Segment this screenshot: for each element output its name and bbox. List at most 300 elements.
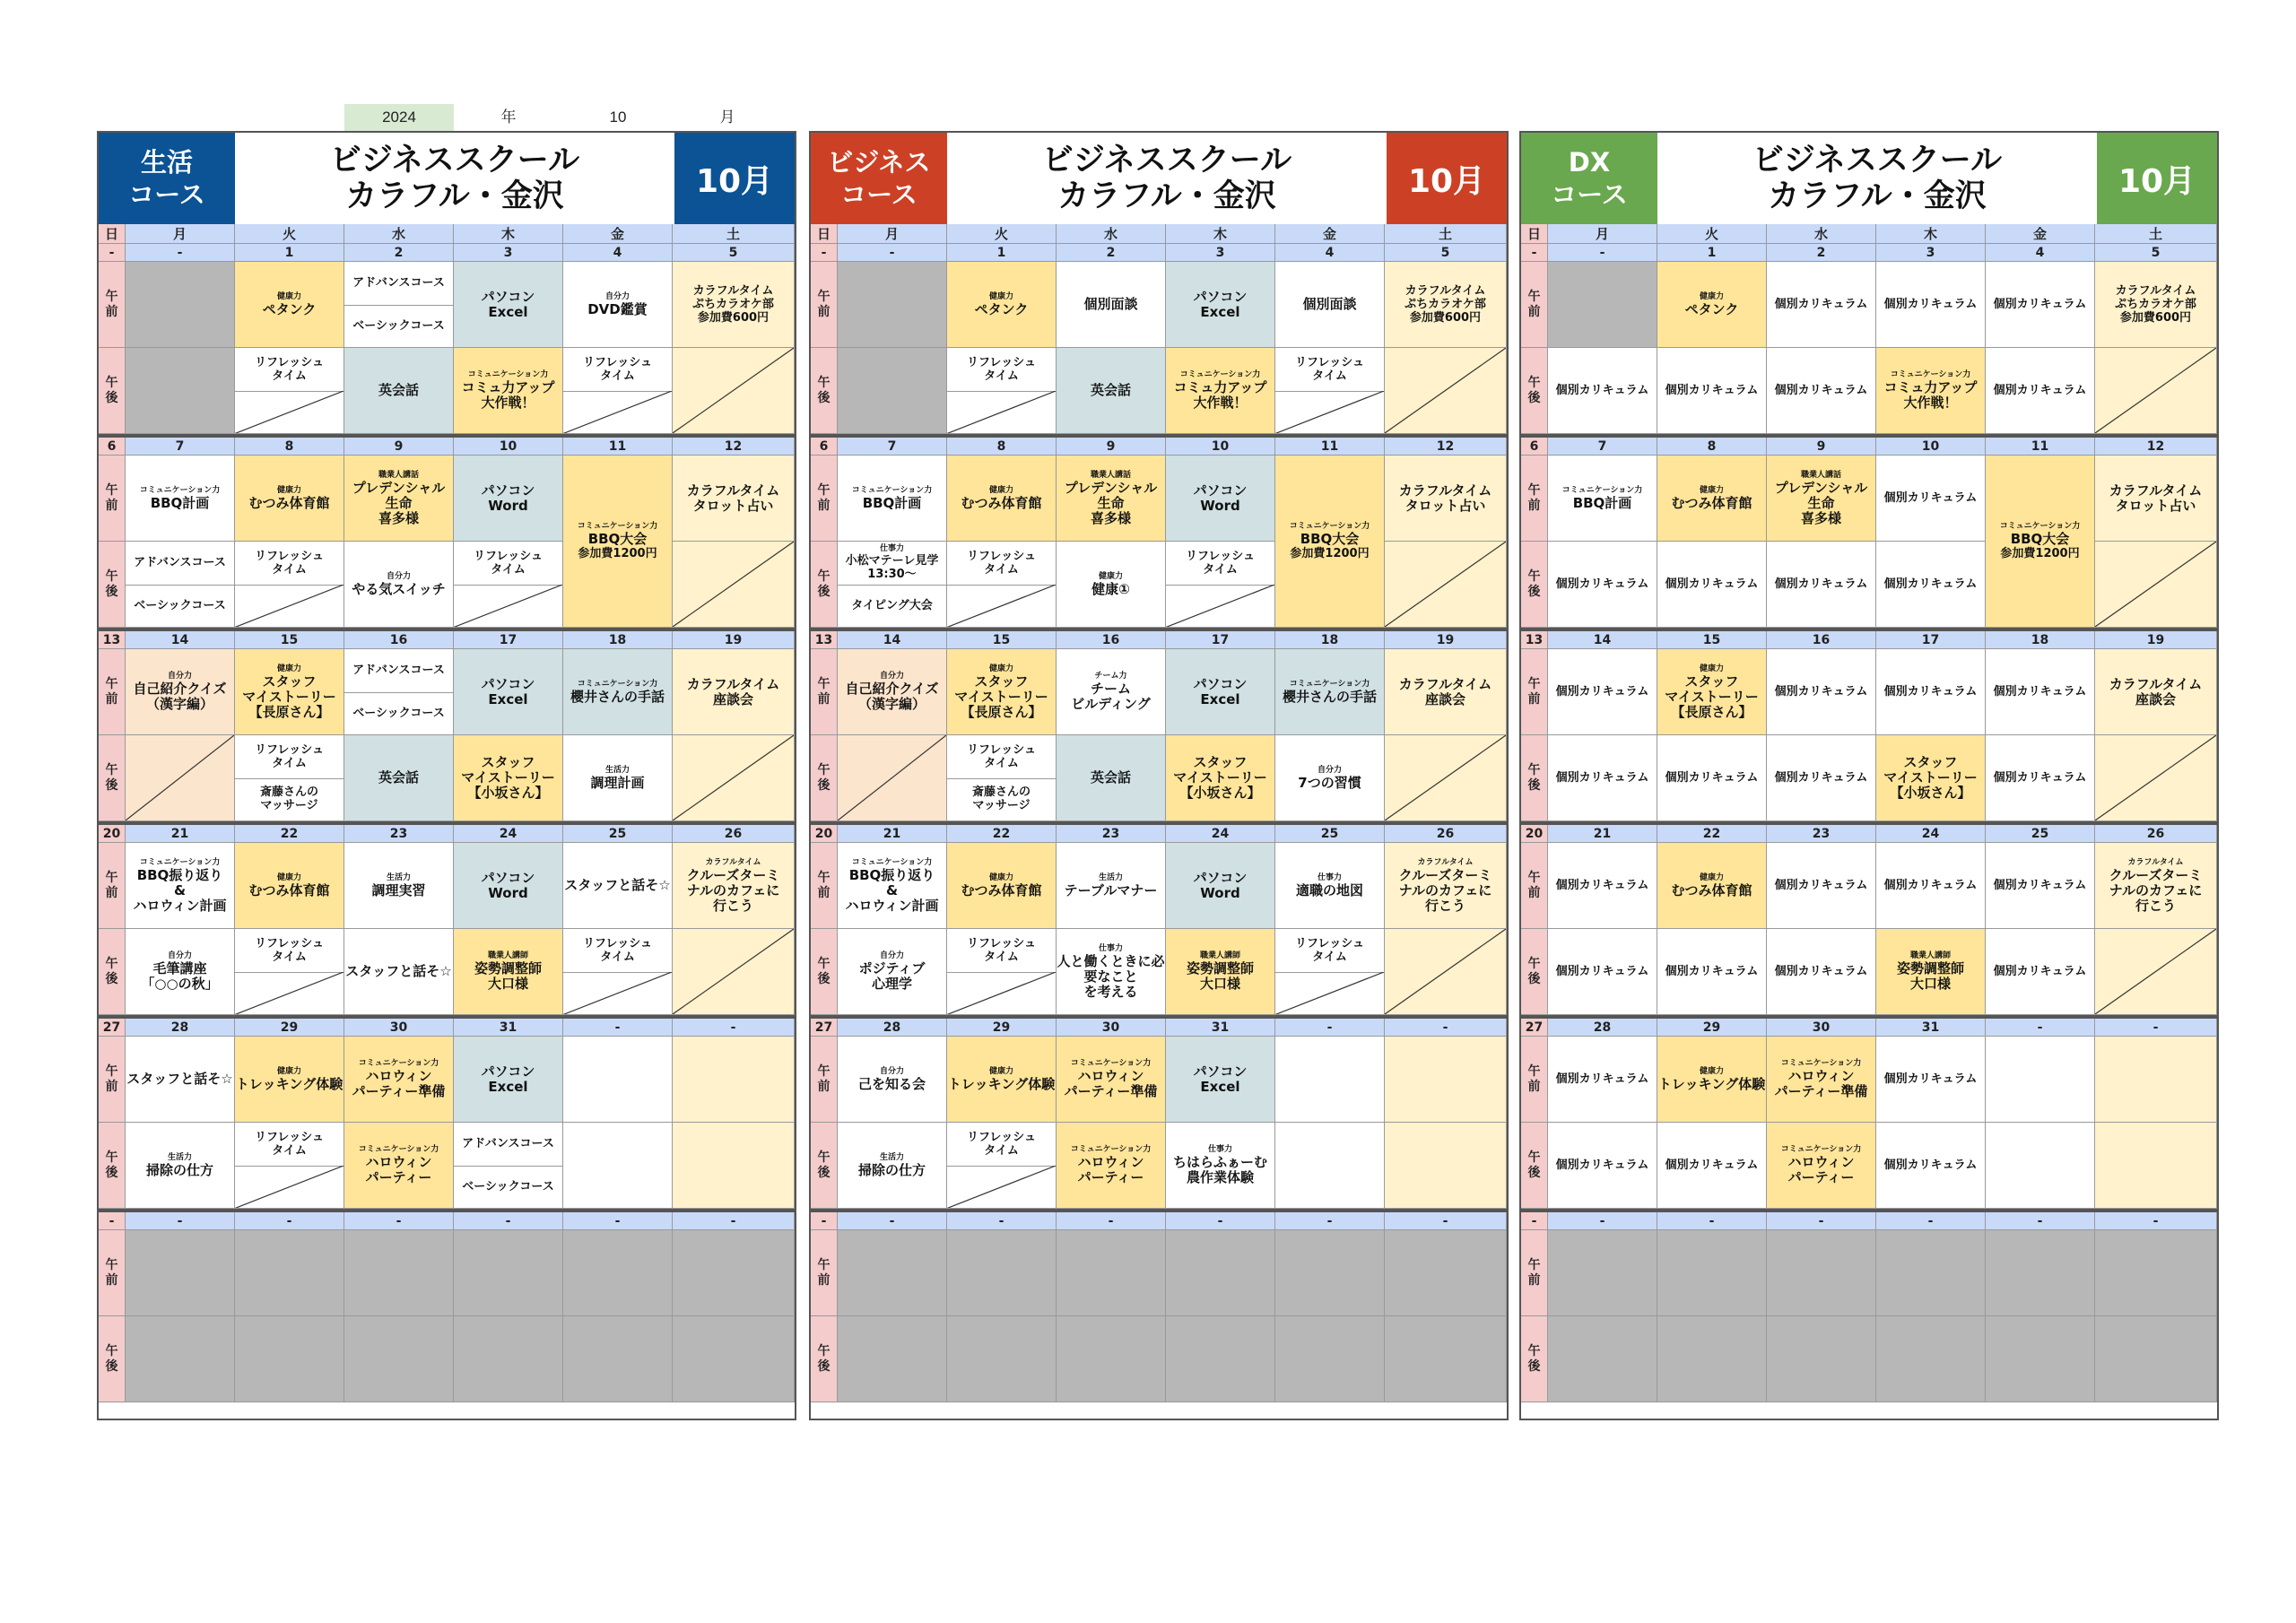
event-title: パソコン (481, 1063, 535, 1080)
event-title: パソコン (1193, 288, 1248, 305)
event-note: 参加費1200円 (578, 547, 657, 560)
date-row (811, 825, 1507, 843)
event-cell (344, 348, 454, 434)
event-title: 個別面談 (1083, 296, 1138, 312)
event-subcell (1275, 929, 1384, 973)
event-title: BBQ大会 (2010, 531, 2070, 547)
schedule-panel-business (809, 131, 1509, 1420)
event-title: Word (1200, 884, 1240, 901)
event-cell (454, 843, 563, 929)
event-cell (2095, 929, 2217, 1015)
event-category: コミュニケーション力 (139, 857, 221, 867)
date-cell: 6 (811, 438, 838, 456)
event-text: タイム (984, 562, 1019, 577)
event-cell (454, 262, 563, 348)
event-note: カラフルタイム (692, 284, 774, 298)
event-cell (1275, 929, 1385, 1015)
date-cell: - (235, 1212, 344, 1230)
date-cell: 15 (947, 631, 1057, 649)
event-subcell (947, 929, 1056, 973)
period-label-char: 前 (817, 1079, 831, 1094)
event-title: （漢字編） (857, 696, 926, 712)
weekday-header-row (811, 224, 1507, 244)
event-subcell (344, 692, 453, 735)
period-label-char: 午 (105, 956, 118, 971)
date-cell: 12 (673, 438, 795, 456)
event-title: ちはらふぁーむ (1172, 1154, 1267, 1170)
period-label-char: 前 (105, 1272, 118, 1288)
event-title: BBQ振り返り (848, 866, 935, 883)
date-cell: 2 (1767, 244, 1876, 262)
event-title: Excel (1200, 690, 1240, 707)
event-note: 個別カリキュラム (1993, 879, 2087, 892)
date-cell: - (1385, 1019, 1507, 1037)
event-text: タイム (272, 950, 307, 964)
event-note: 参加費1200円 (2000, 547, 2080, 560)
period-row-pm (99, 1123, 795, 1209)
event-cell (2095, 843, 2217, 929)
event-cell (1767, 456, 1876, 542)
event-cell (563, 456, 673, 628)
event-cell (235, 1230, 344, 1316)
period-label-char: 前 (105, 498, 118, 513)
date-cell: - (126, 244, 235, 262)
period-row-pm (811, 542, 1507, 628)
date-cell: 23 (1767, 825, 1876, 843)
schedule-panel-life (97, 131, 796, 1420)
event-category: コミュニケーション力 (139, 485, 221, 495)
event-category: コミュニケーション力 (1890, 370, 1971, 379)
date-cell: 5 (2095, 244, 2217, 262)
diagonal-slash (2095, 348, 2216, 433)
event-subcell (563, 391, 672, 434)
event-category: 自分力 (879, 672, 904, 681)
weekday-header-row (1521, 224, 2217, 244)
weekday-cell: 土 (2095, 224, 2217, 244)
period-label-char: 前 (817, 885, 831, 900)
weekday-cell: 金 (563, 224, 673, 244)
event-title: マイストーリー (461, 769, 555, 785)
date-cell: 14 (126, 631, 235, 649)
period-label-char: 午 (1527, 870, 1541, 885)
event-title: BBQ計画 (1572, 494, 1632, 511)
date-cell: - (344, 1212, 454, 1230)
period-label-char: 午 (817, 375, 831, 390)
date-row (99, 244, 795, 262)
date-cell: 26 (2095, 825, 2217, 843)
event-category: コミュニケーション力 (467, 370, 549, 379)
period-row-pm (811, 1123, 1507, 1209)
period-row-pm (99, 1316, 795, 1402)
period-label-char: 後 (1527, 1165, 1541, 1180)
event-text: ベーシックコース (462, 1179, 554, 1193)
diagonal-slash (673, 542, 794, 627)
event-text: 小松マテーレ見学 (845, 554, 939, 568)
event-text: タイピング大会 (851, 598, 933, 612)
event-cell (838, 735, 947, 821)
event-title: Excel (1200, 1078, 1240, 1095)
date-cell: 7 (1548, 438, 1657, 456)
event-title: 7つの習慣 (1298, 774, 1361, 791)
event-title: パーティー準備 (1064, 1083, 1158, 1099)
event-text: リフレッシュ (254, 742, 325, 757)
period-label-char: 前 (1527, 1272, 1541, 1288)
event-category: 健康力 (276, 1066, 301, 1076)
diagonal-slash (1275, 391, 1384, 434)
period-label (1521, 348, 1548, 434)
event-cell (1166, 929, 1275, 1015)
weekday-cell: 金 (1275, 224, 1385, 244)
event-cell (1986, 456, 2095, 628)
event-title: 掃除の仕方 (857, 1161, 926, 1178)
period-label-char: 午 (817, 762, 831, 777)
period-label (1521, 1123, 1548, 1209)
event-title: トレッキング体験 (1657, 1075, 1766, 1092)
diagonal-slash (947, 972, 1056, 1015)
date-cell: 27 (811, 1019, 838, 1037)
event-cell (1057, 735, 1166, 821)
event-cell (1767, 1123, 1876, 1209)
event-title: テーブルマナー (1064, 881, 1158, 898)
event-category: 健康力 (1699, 664, 1724, 673)
course-name-line1: 生活 (140, 147, 193, 178)
event-cell (454, 542, 563, 628)
event-text: タイム (272, 756, 307, 770)
course-name-line1: DX (1568, 147, 1611, 178)
event-title: 英会話 (378, 382, 419, 398)
event-title: 【小坂さん】 (1179, 785, 1261, 801)
event-note: 個別カリキュラム (1993, 685, 2087, 699)
date-cell: 21 (838, 825, 947, 843)
event-title: スタッフと話そ☆ (126, 1071, 233, 1087)
event-cell (838, 1316, 947, 1402)
event-title: 毛筆講座 (152, 960, 207, 976)
period-label-char: 前 (817, 498, 831, 513)
period-label-char: 後 (817, 390, 831, 405)
event-cell (235, 456, 344, 542)
event-cell (1057, 262, 1166, 348)
event-cell (1548, 929, 1657, 1015)
event-cell (1275, 649, 1385, 735)
event-title: 櫻井さんの手話 (570, 688, 665, 705)
period-row-pm (811, 929, 1507, 1015)
event-text: リフレッシュ (966, 355, 1037, 369)
panel-header (99, 133, 795, 224)
event-category: コミュニケーション力 (358, 1145, 439, 1154)
event-cell (2095, 1123, 2217, 1209)
event-cell (673, 735, 795, 821)
period-label-char: 後 (817, 777, 831, 793)
event-cell (1876, 735, 1986, 821)
period-label-char: 前 (1527, 1079, 1541, 1094)
event-cell (1385, 1316, 1507, 1402)
event-text: リフレッシュ (473, 549, 544, 563)
event-subcell (235, 972, 344, 1015)
weekday-cell: 月 (126, 224, 235, 244)
event-subcell (235, 585, 344, 628)
period-label-char: 午 (817, 1257, 831, 1272)
event-cell (947, 542, 1057, 628)
date-cell: 22 (947, 825, 1057, 843)
date-cell: 20 (811, 825, 838, 843)
event-title: むつみ体育館 (248, 494, 330, 511)
event-cell (1657, 735, 1767, 821)
date-cell: - (673, 1212, 795, 1230)
event-cell (1876, 1316, 1986, 1402)
event-subcell (454, 1123, 562, 1167)
event-title: 【長原さん】 (1671, 703, 1752, 720)
diagonal-slash (947, 391, 1056, 434)
period-label (1521, 929, 1548, 1015)
event-cell (1876, 542, 1986, 628)
event-title: 行こう (2135, 897, 2176, 914)
event-title: コミュ力アップ (461, 379, 555, 395)
event-text: タイム (272, 369, 307, 383)
event-cell (1986, 1037, 2095, 1123)
date-cell: 13 (811, 631, 838, 649)
period-label-char: 前 (817, 691, 831, 707)
date-cell: 30 (1057, 1019, 1166, 1037)
period-label-char: 午 (1527, 568, 1541, 584)
event-title: プレデンシャル (1774, 479, 1868, 496)
event-cell (1767, 929, 1876, 1015)
period-label-char: 午 (817, 870, 831, 885)
event-subcell (235, 348, 344, 392)
school-title-line2: カラフル・金沢 (345, 178, 564, 214)
diagonal-slash (126, 735, 234, 820)
event-subcell (947, 1123, 1056, 1167)
event-title: 生命 (385, 494, 413, 511)
event-text: アドバンスコース (352, 664, 445, 678)
event-text: リフレッシュ (966, 549, 1037, 563)
period-label-char: 午 (1527, 1257, 1541, 1272)
event-cell (126, 649, 235, 735)
date-cell: 3 (454, 244, 563, 262)
period-row-pm (1521, 1123, 2217, 1209)
event-title: 掃除の仕方 (145, 1161, 213, 1178)
event-cell (563, 1123, 673, 1209)
event-title: Excel (488, 303, 528, 320)
period-label (1521, 456, 1548, 542)
event-title: ペタンク (262, 300, 317, 317)
event-title: パーティー準備 (1774, 1083, 1868, 1099)
period-label (1521, 542, 1548, 628)
period-label-char: 午 (1527, 375, 1541, 390)
event-title: & (173, 881, 187, 898)
diagonal-slash (2095, 929, 2216, 1014)
date-cell: 15 (1657, 631, 1767, 649)
event-title: クルーズターミ (1398, 866, 1492, 883)
period-label-char: 午 (817, 676, 831, 691)
date-row (1521, 1019, 2217, 1037)
event-category: 職業人講師 (1909, 951, 1951, 960)
period-row-pm (99, 542, 795, 628)
event-title: むつみ体育館 (248, 881, 330, 898)
event-cell (1057, 1123, 1166, 1209)
event-cell (673, 1230, 795, 1316)
event-text: アドバンスコース (134, 556, 226, 570)
date-cell: 2 (344, 244, 454, 262)
event-category: 健康力 (1098, 571, 1123, 581)
course-label (99, 133, 235, 224)
event-cell (1657, 542, 1767, 628)
date-cell: - (1385, 1212, 1507, 1230)
event-note: 個別カリキュラム (1774, 577, 1868, 591)
event-title: スタッフ (262, 673, 317, 690)
period-label (811, 1230, 838, 1316)
period-label (811, 1123, 838, 1209)
event-text: タイム (984, 950, 1019, 964)
period-row-am (811, 843, 1507, 929)
event-category: コミュニケーション力 (1289, 522, 1370, 531)
period-label (811, 1037, 838, 1123)
event-title: スタッフ (481, 754, 535, 770)
event-subcell (126, 585, 234, 628)
date-cell: - (947, 1212, 1057, 1230)
weekday-cell: 土 (673, 224, 795, 244)
event-subcell (1275, 391, 1384, 434)
event-title: 英会話 (378, 769, 419, 785)
event-cell (563, 1037, 673, 1123)
diagonal-slash (1166, 585, 1274, 628)
event-cell (1876, 1037, 1986, 1123)
period-label (811, 649, 838, 735)
period-label-char: 後 (105, 1358, 118, 1374)
period-label-char: 午 (1527, 1063, 1541, 1079)
course-name-line2: コース (128, 179, 205, 210)
school-title (1657, 133, 2097, 224)
event-title: マイストーリー (1665, 688, 1759, 705)
event-note: 参加費1200円 (1290, 547, 1370, 560)
event-note: 参加費600円 (1409, 311, 1482, 325)
period-label-char: 午 (1527, 1150, 1541, 1165)
event-title: を考える (1083, 983, 1138, 1000)
event-cell (1057, 1037, 1166, 1123)
date-cell: 6 (1521, 438, 1548, 456)
event-category: 職業人講師 (1199, 951, 1240, 960)
period-row-am (1521, 262, 2217, 348)
event-cell (235, 649, 344, 735)
event-title: コミュ力アップ (1883, 379, 1978, 395)
school-title-line1: ビジネススクール (1041, 143, 1292, 178)
date-cell: 12 (2095, 438, 2217, 456)
date-cell: 4 (1986, 244, 2095, 262)
event-title: & (885, 881, 899, 898)
event-note: 個別カリキュラム (1555, 879, 1649, 892)
event-category: 健康力 (988, 291, 1013, 301)
event-category: コミュニケーション力 (1999, 522, 2081, 531)
event-note: 個別カリキュラム (1774, 298, 1868, 311)
date-cell: 22 (1657, 825, 1767, 843)
event-note: 個別カリキュラム (1774, 771, 1868, 785)
event-text: リフレッシュ (582, 355, 653, 369)
event-note: 個別カリキュラム (1555, 1072, 1649, 1086)
event-cell (1057, 348, 1166, 434)
school-title (235, 133, 674, 224)
date-cell: 30 (1767, 1019, 1876, 1037)
event-cell (1166, 1123, 1275, 1209)
event-title: 心理学 (871, 976, 912, 992)
diagonal-slash (838, 735, 946, 820)
event-text: 斎藤さんの (971, 785, 1031, 800)
period-label-char: 後 (1527, 584, 1541, 599)
period-label (99, 1123, 126, 1209)
period-label (1521, 649, 1548, 735)
event-cell (1548, 262, 1657, 348)
event-title: 【長原さん】 (248, 703, 330, 720)
event-category: 健康力 (276, 485, 301, 495)
date-cell: 13 (1521, 631, 1548, 649)
period-label-char: 午 (817, 289, 831, 304)
diagonal-slash (1385, 929, 1506, 1014)
event-cell (1657, 348, 1767, 434)
event-title: ハロウィン (1787, 1068, 1855, 1084)
date-cell: 29 (1657, 1019, 1767, 1037)
event-cell (344, 735, 454, 821)
event-cell (947, 1316, 1057, 1402)
date-cell: 24 (1876, 825, 1986, 843)
event-cell (2095, 262, 2217, 348)
event-cell (1275, 735, 1385, 821)
date-cell: 4 (1275, 244, 1385, 262)
event-category: コミュニケーション力 (1289, 679, 1370, 689)
event-cell (1986, 843, 2095, 929)
event-cell (947, 348, 1057, 434)
event-subcell (947, 542, 1056, 586)
period-label-char: 午 (817, 1063, 831, 1079)
period-row-am (1521, 649, 2217, 735)
period-label (99, 1230, 126, 1316)
event-cell (1657, 649, 1767, 735)
event-note: 個別カリキュラム (1665, 965, 1759, 978)
event-cell (126, 456, 235, 542)
event-cell (1548, 542, 1657, 628)
event-note: 個別カリキュラム (1555, 1159, 1649, 1172)
date-cell: 25 (1275, 825, 1385, 843)
date-cell: - (1876, 1212, 1986, 1230)
date-row (811, 1212, 1507, 1230)
event-subcell (126, 542, 234, 586)
date-cell: - (1986, 1212, 2095, 1230)
event-text: タイム (984, 756, 1019, 770)
event-subcell (344, 649, 453, 693)
event-category: 自分力 (604, 291, 630, 301)
period-label (99, 456, 126, 542)
event-cell (838, 843, 947, 929)
schedule-panel-dx (1519, 131, 2219, 1420)
event-cell (454, 735, 563, 821)
event-subcell (235, 1123, 344, 1167)
event-cell (126, 348, 235, 434)
date-cell: - (811, 1212, 838, 1230)
date-cell: - (811, 244, 838, 262)
event-text: タイム (1312, 950, 1347, 964)
period-label-char: 前 (105, 304, 118, 319)
date-row (1521, 1212, 2217, 1230)
event-text: リフレッシュ (582, 936, 653, 950)
event-title: 自己紹介クイズ (133, 681, 227, 697)
date-row (1521, 438, 2217, 456)
event-title: Word (488, 497, 528, 514)
date-cell: 9 (1767, 438, 1876, 456)
event-cell (2095, 348, 2217, 434)
event-subcell (344, 305, 453, 348)
date-cell: 18 (1986, 631, 2095, 649)
event-cell (1275, 843, 1385, 929)
event-cell (947, 929, 1057, 1015)
period-label-char: 午 (817, 1150, 831, 1165)
event-category: 健康力 (1699, 1066, 1724, 1076)
